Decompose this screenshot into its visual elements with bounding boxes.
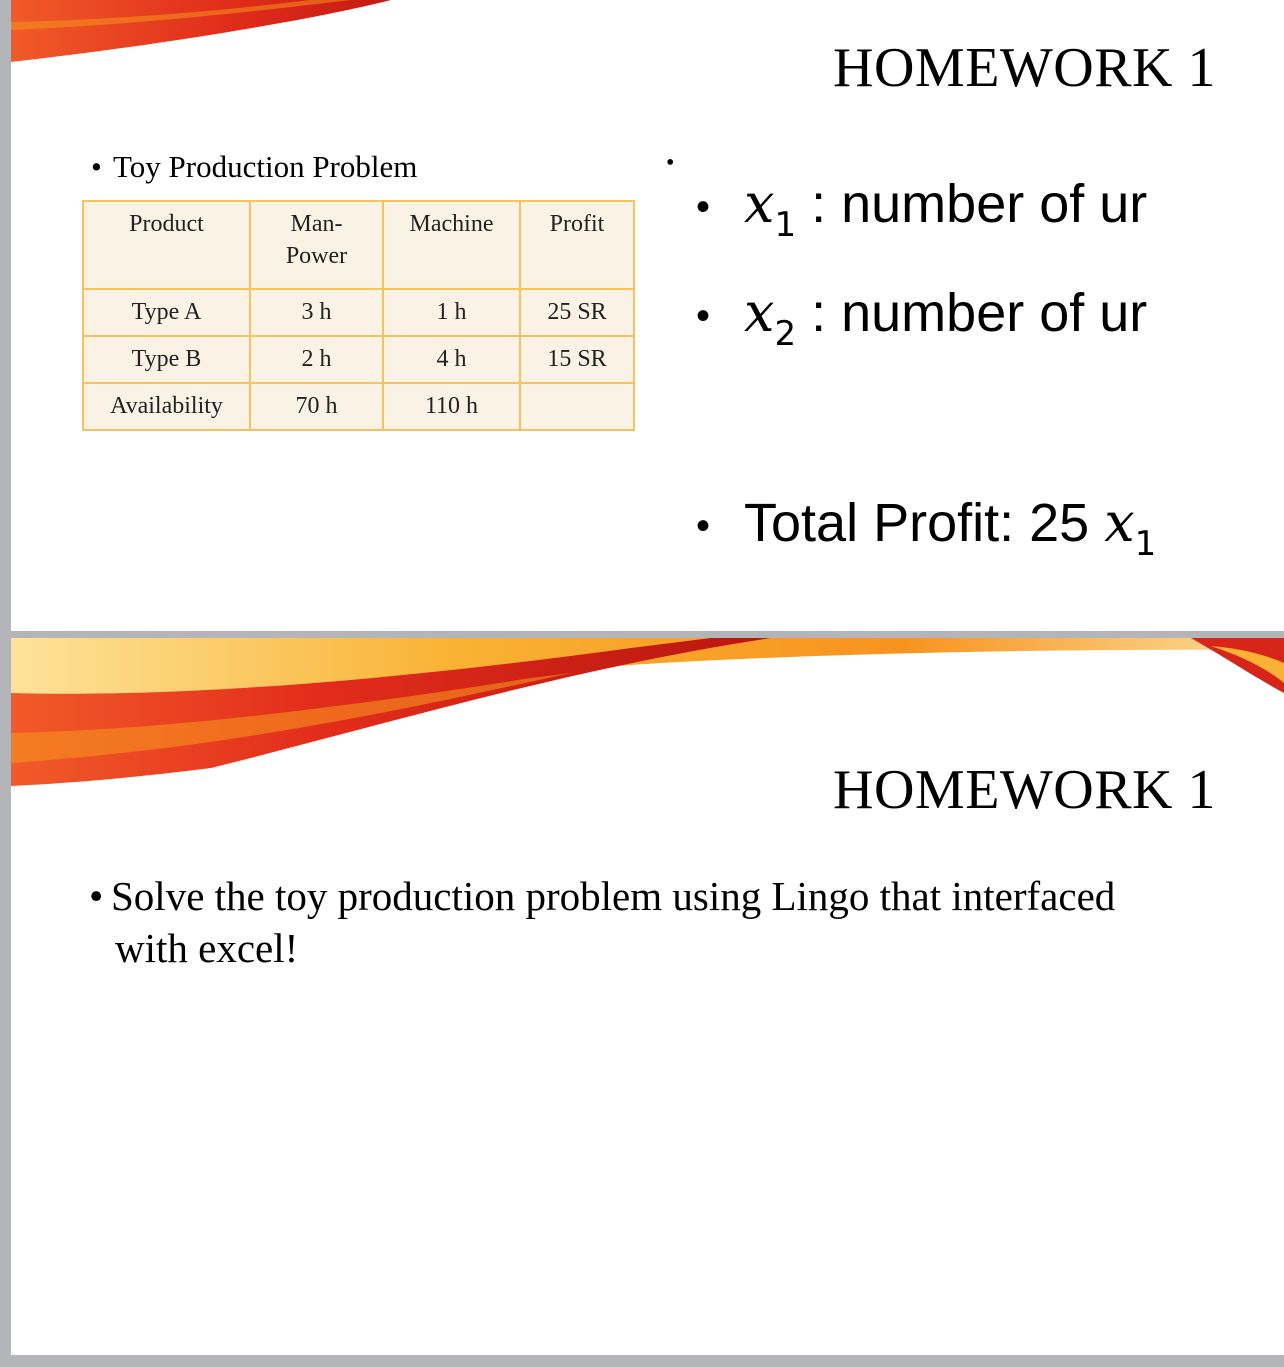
table-cell: 15 SR — [520, 336, 634, 383]
instruction-line-1: Solve the toy production problem using Lingo that interfaced — [111, 873, 1116, 919]
variable-x2-bullet: • $x_2$ : number of ur — [696, 281, 1148, 354]
table-cell: Availability — [83, 383, 250, 430]
header-manpower-line1: Man- — [290, 211, 343, 237]
var-symbol: x — [1104, 491, 1135, 554]
toy-problem-bullet: • Toy Production Problem — [91, 149, 418, 184]
header-machine: Machine — [383, 201, 520, 289]
table-cell: 25 SR — [520, 289, 634, 336]
table-row — [83, 289, 634, 336]
table-cell: 110 h — [383, 383, 520, 430]
toy-problem-label: Toy Production Problem — [113, 149, 418, 184]
empty-bullet: • — [666, 150, 675, 176]
table-cell: 1 h — [383, 289, 520, 336]
table-cell: 3 h — [250, 289, 383, 336]
slide-title: HOMEWORK 1 — [833, 759, 1216, 821]
slide-title: HOMEWORK 1 — [833, 37, 1216, 99]
table-row — [83, 336, 634, 383]
table-cell: 70 h — [250, 383, 383, 430]
table-cell: 4 h — [383, 336, 520, 383]
table-cell: 2 h — [250, 336, 383, 383]
slide-1 — [11, 0, 1284, 631]
instruction-bullet: • Solve the toy production problem using Lingo that interfaced with excel! — [89, 870, 1209, 974]
table-row — [83, 383, 634, 430]
var-symbol: x — [744, 172, 775, 235]
var-description: : number of ur — [796, 283, 1148, 343]
header-product: Product — [83, 201, 250, 289]
table-cell: Type A — [83, 289, 250, 336]
table-header-row — [83, 201, 634, 289]
var-symbol: x — [744, 281, 775, 344]
header-manpower-line2: Power — [285, 243, 348, 269]
variable-x1-bullet: • $x_1$ : number of ur — [696, 172, 1148, 245]
total-profit-bullet: • Total Profit: 25 $x_1$ — [696, 491, 1157, 564]
var-subscript: 1 — [1134, 524, 1157, 564]
table-cell — [520, 383, 634, 430]
header-manpower — [250, 201, 383, 289]
header-profit: Profit — [520, 201, 634, 289]
instruction-line-2: with excel! — [115, 925, 299, 971]
toy-production-table — [82, 200, 635, 431]
var-description: : number of ur — [796, 174, 1148, 234]
total-profit-label: Total Profit: 25 — [744, 493, 1105, 553]
table-cell: Type B — [83, 336, 250, 383]
slide-2 — [11, 638, 1284, 1355]
var-subscript: 1 — [774, 205, 797, 245]
var-subscript: 2 — [774, 314, 797, 354]
